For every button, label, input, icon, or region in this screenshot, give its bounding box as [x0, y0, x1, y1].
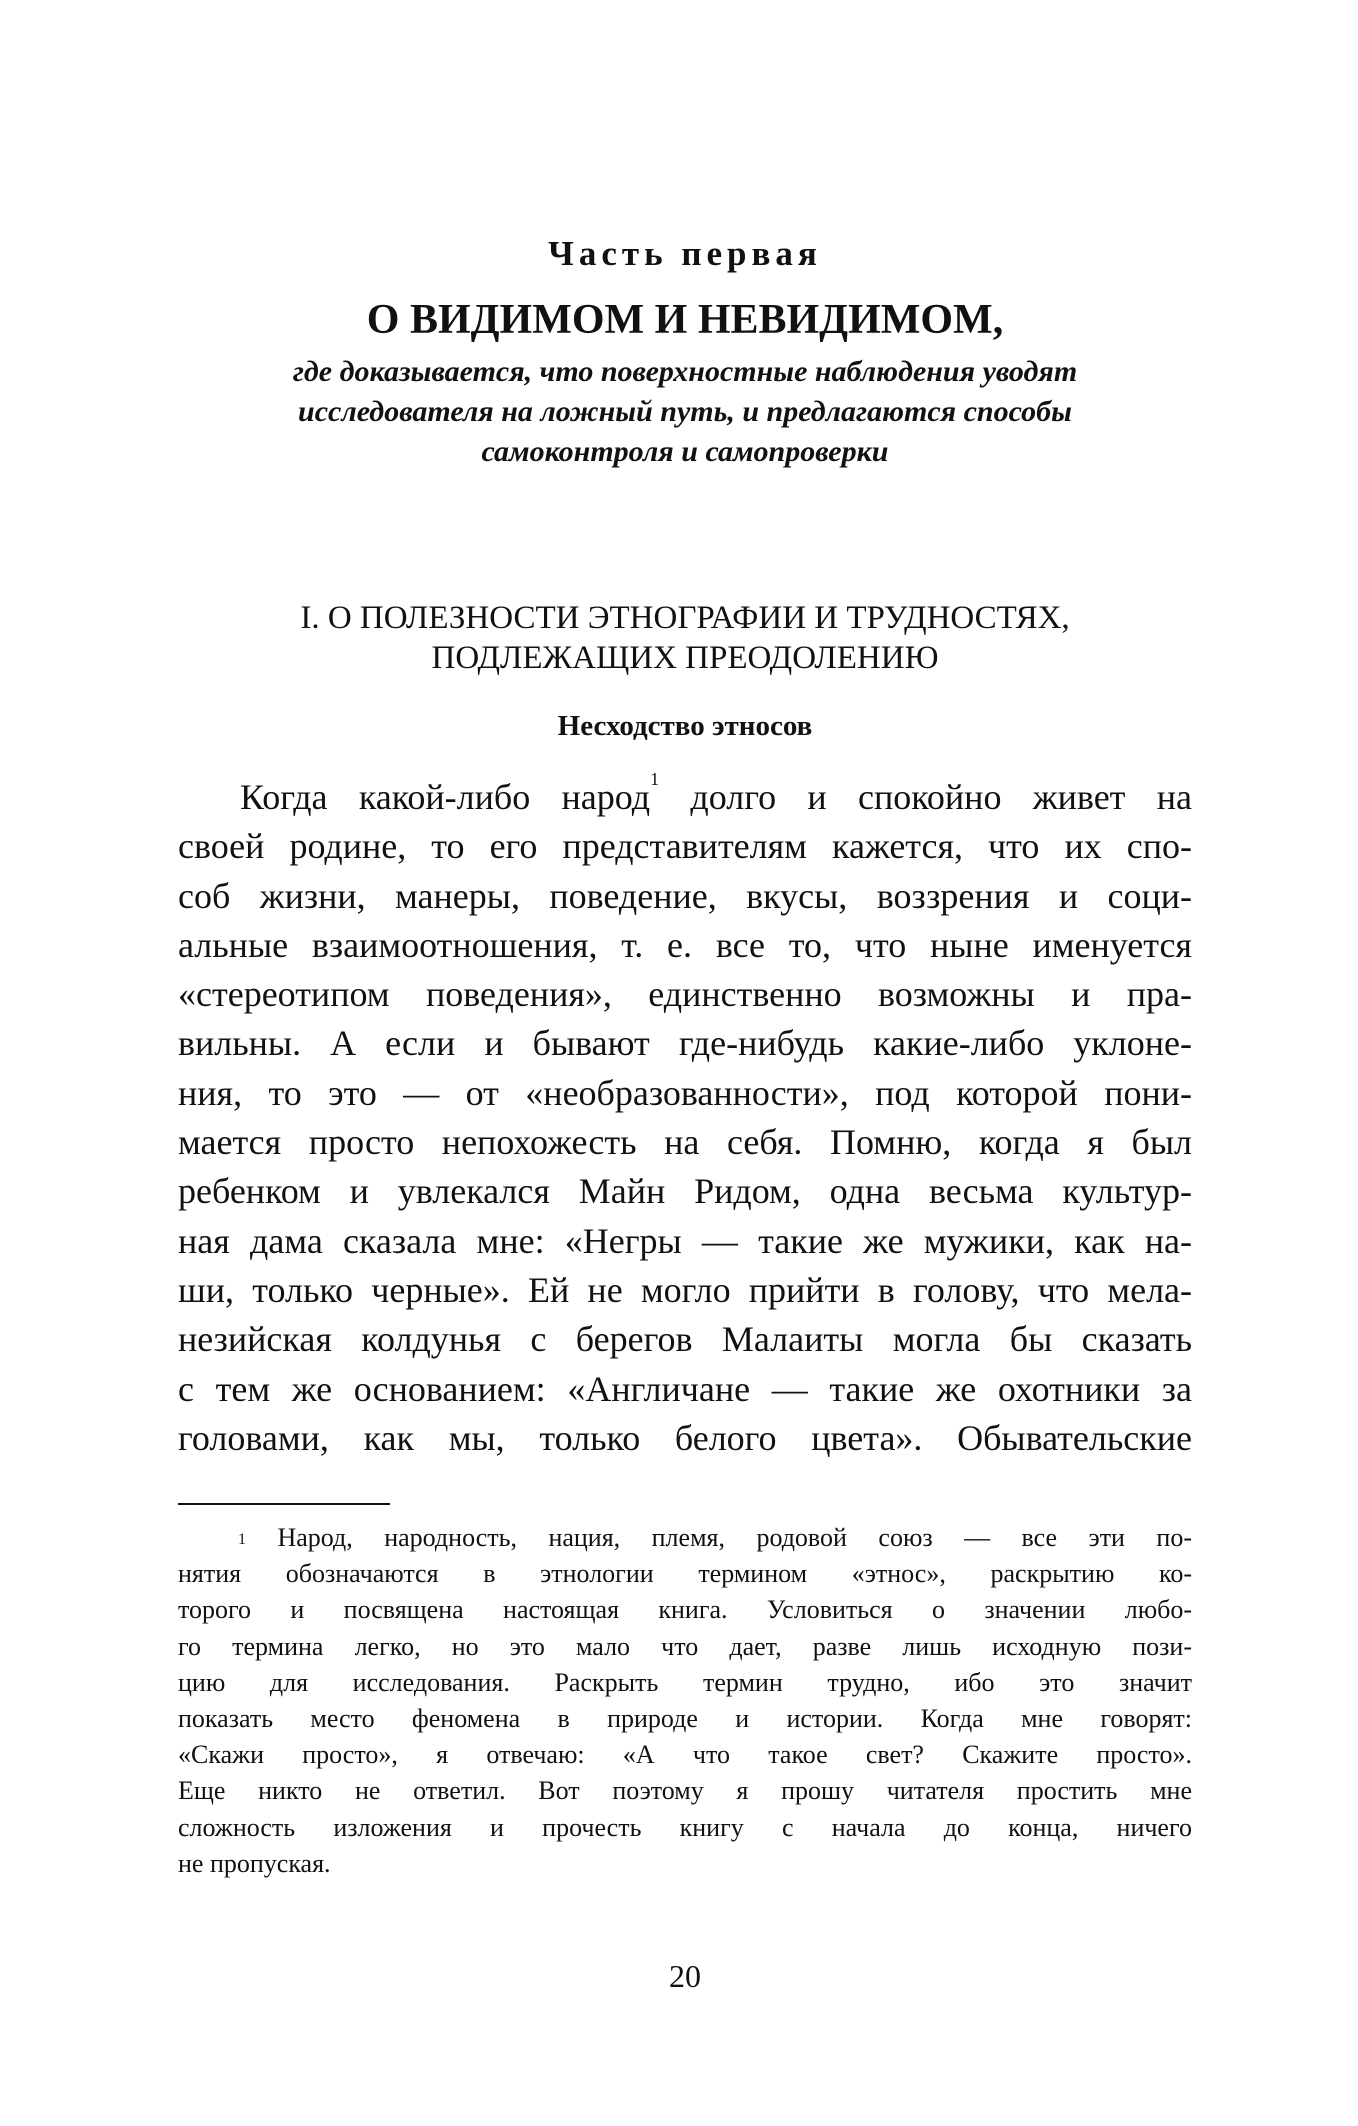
- footnote-line: «Скажи просто», я отвечаю: «А что такое свет? Скажите просто».: [178, 1740, 1192, 1770]
- body-line: вильны. А если и бывают где-нибудь какие-либо уклоне-: [178, 1023, 1192, 1064]
- body-line: мается просто непохожесть на себя. Помню, когда я был: [178, 1122, 1192, 1163]
- chapter-title-line: ПОДЛЕЖАЩИХ ПРЕОДОЛЕНИЮ: [431, 640, 939, 676]
- body-line: своей родине, то его представителям кажется, что их спо-: [178, 826, 1192, 867]
- footnote-line: сложность изложения и прочесть книгу с начала до конца, ничего: [178, 1812, 1192, 1842]
- part-subtitle-line: где доказывается, что поверхностные наблюдения уводят: [292, 355, 1078, 388]
- chapter-title-line: I. О ПОЛЕЗНОСТИ ЭТНОГРАФИИ И ТРУДНОСТЯХ,: [300, 600, 1070, 636]
- footnote-line: го термина легко, но это мало что дает, разве лишь исходную пози-: [178, 1631, 1192, 1661]
- part-label: Часть первая: [548, 234, 822, 273]
- footnote-mark: 1: [238, 1531, 246, 1548]
- body-text-fragment: Когда какой-либо народ: [240, 777, 651, 817]
- body-line: «стереотипом поведения», единственно возможны и пра-: [178, 974, 1192, 1015]
- body-line: ребенком и увлекался Майн Ридом, одна весьма культур-: [178, 1171, 1192, 1212]
- page-number: 20: [669, 1958, 701, 1994]
- body-text-fragment: долго и спокойно живет на: [659, 777, 1192, 817]
- footnote-line: цию для исследования. Раскрыть термин трудно, ибо это значит: [178, 1667, 1192, 1697]
- body-line: с тем же основанием: «Англичане — такие же охотники за: [178, 1368, 1192, 1409]
- footnote-line: нятия обозначаются в этнологии термином «этнос», раскрытию ко-: [178, 1559, 1192, 1589]
- body-line: альные взаимоотношения, т. е. все то, что ныне именуется: [178, 924, 1192, 965]
- section-title: Несходство этносов: [557, 710, 813, 742]
- footnote-line: показать место феномена в природе и истории. Когда мне говорят:: [178, 1703, 1192, 1733]
- chapter-title: [178, 598, 1192, 678]
- footnote-text-fragment: Народ, народность, нация, племя, родовой союз — все эти по-: [277, 1523, 1193, 1552]
- body-line: [178, 769, 1192, 822]
- footnote: [178, 1520, 1192, 1882]
- book-page: [178, 0, 1192, 2126]
- body-line: соб жизни, манеры, поведение, вкусы, воззрения и соци-: [178, 875, 1192, 916]
- footnote-reference: 1: [650, 769, 660, 789]
- part-subtitle: [208, 352, 1162, 472]
- body-line: головами, как мы, только белого цвета». Обывательские: [178, 1417, 1192, 1458]
- footnote-separator: [178, 1503, 390, 1505]
- footnote-line: не пропуская.: [178, 1848, 331, 1878]
- footnote-line: [178, 1520, 1192, 1556]
- body-line: ная дама сказала мне: «Негры — такие же мужики, как на-: [178, 1220, 1192, 1261]
- part-title: О ВИДИМОМ И НЕВИДИМОМ,: [366, 297, 1004, 343]
- footnote-line: торого и посвящена настоящая книга. Условиться о значении любо-: [178, 1595, 1192, 1625]
- footnote-line: Еще никто не ответил. Вот поэтому я прошу читателя простить мне: [178, 1776, 1192, 1806]
- body-line: ши, только черные». Ей не могло прийти в голову, что мела-: [178, 1269, 1192, 1310]
- body-paragraph: [178, 769, 1192, 1463]
- part-subtitle-line: исследователя на ложный путь, и предлагаются способы: [298, 395, 1072, 428]
- part-subtitle-line: самоконтроля и самопроверки: [481, 435, 889, 468]
- body-line: ния, то это — от «необразованности», под которой пони-: [178, 1072, 1192, 1113]
- body-line: незийская колдунья с берегов Малаиты могла бы сказать: [178, 1319, 1192, 1360]
